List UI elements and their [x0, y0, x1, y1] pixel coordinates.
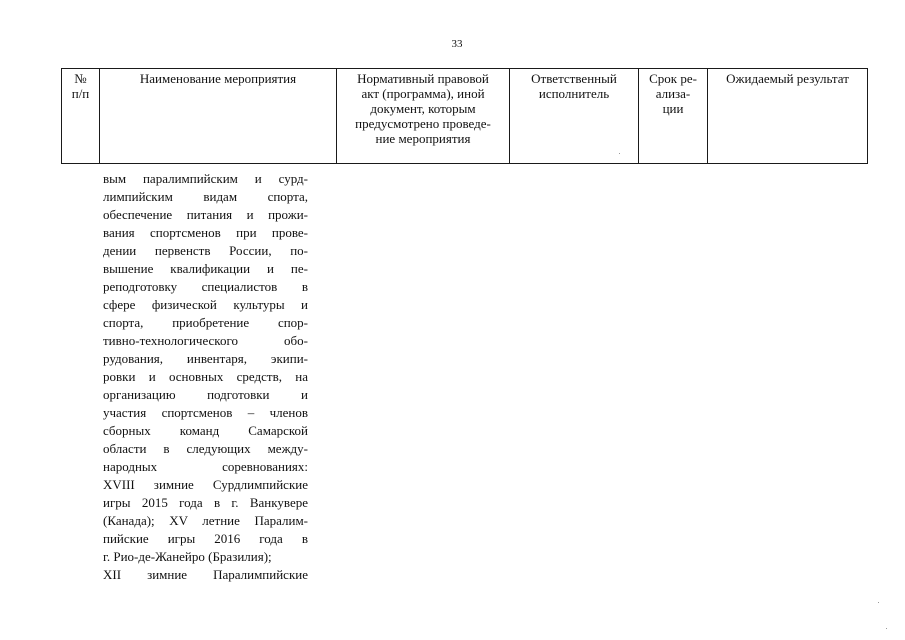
text-line: рудования, инвентаря, экипи-	[103, 351, 308, 366]
text-line: народных соревнованиях:	[103, 459, 308, 474]
text-line: сборных команд Самарской	[103, 423, 308, 438]
header-cell-result: Ожидаемый результат	[708, 69, 868, 164]
text-line: г. Рио-де-Жанейро (Бразилия);	[103, 549, 272, 564]
text-line: сфере физической культуры и	[103, 297, 308, 312]
text-line: спорта, приобретение спор-	[103, 315, 308, 330]
event-description	[103, 170, 308, 584]
scan-speck	[619, 153, 620, 154]
text-line: организацию подготовки и	[103, 387, 308, 402]
text-line: (Канада); XV летние Паралим-	[103, 513, 308, 528]
text-line: обеспечение питания и прожи-	[103, 207, 308, 222]
text-line: вышение квалификации и пе-	[103, 261, 308, 276]
text-line: игры 2015 года в г. Ванкувере	[103, 495, 308, 510]
text-line: ровки и основных средств, на	[103, 369, 308, 384]
text-line: пийские игры 2016 года в	[103, 531, 308, 546]
text-line: тивно-технологического обо-	[103, 333, 308, 348]
text-line: XII зимние Паралимпийские	[103, 567, 308, 582]
header-cell-term: Срок ре- ализа- ции	[639, 69, 708, 164]
header-cell-executor: Ответственный исполнитель	[510, 69, 639, 164]
scan-speck	[886, 628, 887, 629]
header-cell-number: № п/п	[62, 69, 100, 164]
table-header	[61, 68, 868, 164]
text-line: участия спортсменов – членов	[103, 405, 308, 420]
text-line: области в следующих между-	[103, 441, 308, 456]
scan-speck	[878, 602, 879, 603]
text-line: реподготовку специалистов в	[103, 279, 308, 294]
text-line: вания спортсменов при прове-	[103, 225, 308, 240]
header-cell-name: Наименование мероприятия	[100, 69, 337, 164]
header-cell-normative-act: Нормативный правовой акт (программа), иной документ, которым предусмотрено проведе- ние мероприятия	[337, 69, 510, 164]
text-line: вым паралимпийским и сурд-	[103, 171, 308, 186]
text-line: дении первенств России, по-	[103, 243, 308, 258]
page-number: 33	[451, 38, 463, 50]
text-line: лимпийским видам спорта,	[103, 189, 308, 204]
text-line: XVIII зимние Сурдлимпийские	[103, 477, 308, 492]
